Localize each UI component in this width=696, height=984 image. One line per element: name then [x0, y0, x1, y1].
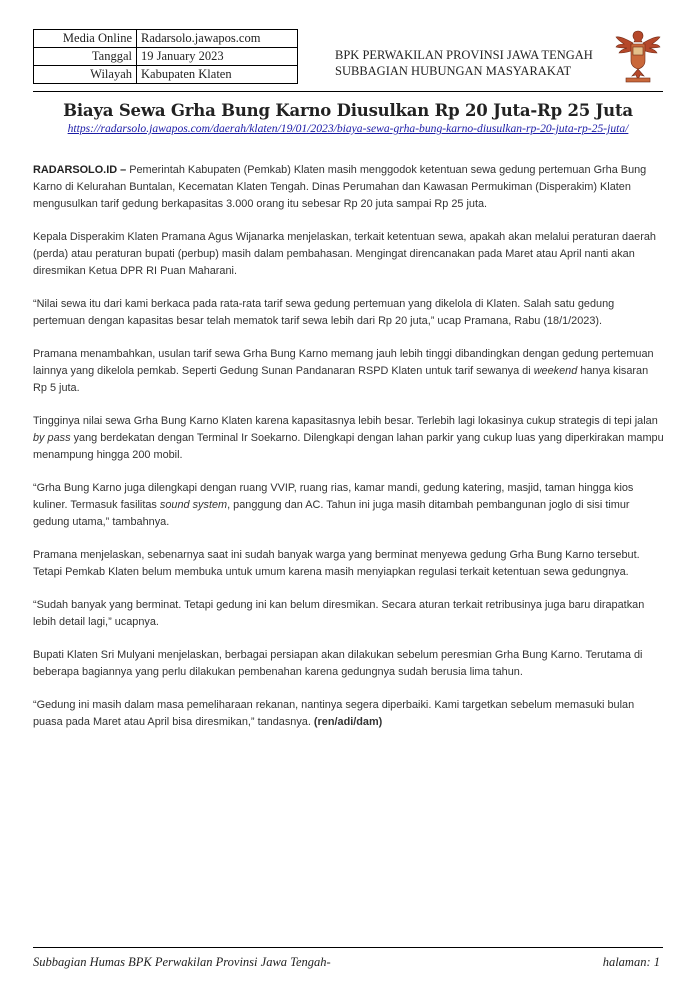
dateline: RADARSOLO.ID – [33, 164, 127, 176]
region-row [34, 66, 298, 84]
paragraph-1 [33, 162, 665, 213]
paragraph-2: Kepala Disperakim Klaten Pramana Agus Wijanarka menjelaskan, terkait ketentuan sewa, apakah akan melalui peraturan daerah (perda) atau peraturan bupati (perbup) masih dalam pembahasan. Mengingat direncanakan pada Maret atau April nanti akan diresmikan Ketua DPR RI Puan Maharani. [33, 231, 656, 277]
date-label: Tanggal [34, 48, 137, 66]
article-title: Biaya Sewa Grha Bung Karno Diusulkan Rp 20 Juta-Rp 25 Juta [63, 101, 633, 120]
garuda-emblem-icon [614, 27, 662, 85]
paragraph-1-text: Pemerintah Kabupaten (Pemkab) Klaten masih menggodok ketentuan sewa gedung pertemuan Grha Bung Karno di Kelurahan Buntalan, Kecematan Klaten Tengah. Dinas Perumahan dan Kawasan Permukiman (Disperakim) Klaten mengusulkan tarif gedung berkapasitas 3.000 orang itu sebesar Rp 20 juta sampai Rp 25 juta. [33, 164, 647, 210]
article-source-link[interactable]: https://radarsolo.jawapos.com/daerah/klaten/19/01/2023/biaya-sewa-grha-bung-karno-diusulkan-rp-20-juta-rp-25-juta/ [67, 122, 629, 135]
media-info-table [33, 29, 298, 84]
agency-name: BPK PERWAKILAN PROVINSI JAWA TENGAH [335, 48, 593, 62]
region-label: Wilayah [34, 66, 137, 84]
emphasis-weekend: weekend [533, 365, 578, 377]
region-value: Kabupaten Klaten [137, 66, 298, 84]
paragraph-4: Pramana menambahkan, usulan tarif sewa Grha Bung Karno memang jauh lebih tinggi dibandingkan dengan gedung pertemuan lainnya yang dikelola pemkab. Seperti Gedung Sunan Pandanaran RSPD Klaten untuk tarif sewanya di weekend hanya kisaran Rp 5 juta. [33, 348, 654, 394]
media-row [34, 30, 298, 48]
header-divider [33, 91, 663, 92]
paragraph-10: “Gedung ini masih dalam masa pemeliharaan rekanan, nantinya segera diperbaiki. Kami targetkan sebelum memasuki bulan puasa pada Maret atau April bisa diresmikan,” tandasnya. (ren/adi/dam) [33, 699, 635, 728]
date-value: 19 January 2023 [137, 48, 298, 66]
footer-divider [33, 947, 663, 948]
author-tag: (ren/adi/dam) [313, 716, 383, 728]
media-value: Radarsolo.jawapos.com [137, 30, 298, 48]
footer-source: Subbagian Humas BPK Perwakilan Provinsi Jawa Tengah- [33, 955, 331, 969]
article-body [33, 162, 665, 747]
paragraph-7: Pramana menjelaskan, sebenarnya saat ini sudah banyak warga yang berminat menyewa gedung Grha Bung Karno tersebut. Tetapi Pemkab Klaten belum membuka untuk umum karena masih menyiapkan regulasi terkait ketentuan sewa gedungnya. [33, 549, 640, 578]
agency-header [335, 47, 593, 79]
date-row [34, 48, 298, 66]
emphasis-by-pass: by pass [33, 432, 71, 444]
paragraph-6: “Grha Bung Karno juga dilengkapi dengan ruang VVIP, ruang rias, kamar mandi, gedung katering, masjid, taman hingga kios kuliner. Termasuk fasilitas sound system, panggung dan AC. Tahun ini juga masih ditambah pembangunan joglo di sisi timur gedung utama,” tambahnya. [33, 482, 634, 528]
emphasis-sound-system: sound system [159, 499, 228, 511]
paragraph-3: “Nilai sewa itu dari kami berkaca pada rata-rata tarif sewa gedung pertemuan yang dikelola di Klaten. Salah satu gedung pertemuan dengan kapasitas besar telah mematok tarif sewa lebih dari Rp 20 juta,” ucap Pramana, Rabu (18/1/2023). [33, 298, 615, 327]
agency-division: SUBBAGIAN HUBUNGAN MASYARAKAT [335, 64, 572, 78]
paragraph-8: “Sudah banyak yang berminat. Tetapi gedung ini kan belum diresmikan. Secara aturan terkait retribusinya juga baru dirapatkan lebih detail lagi,” ucapnya. [33, 599, 645, 628]
media-label: Media Online [34, 30, 137, 48]
paragraph-5: Tingginya nilai sewa Grha Bung Karno Klaten karena kapasitasnya lebih besar. Terlebih lagi lokasinya cukup strategis di tepi jalan by pass yang berdekatan dengan Terminal Ir Soekarno. Dilengkapi dengan lahan parkir yang cukup luas yang diperkirakan mampu menampung hingga 200 mobil. [33, 415, 664, 461]
paragraph-9: Bupati Klaten Sri Mulyani menjelaskan, berbagai persiapan akan dilakukan sebelum peresmian Grha Bung Karno. Terutama di beberapa bagiannya yang perlu dilakukan pembenahan karena gedungnya sudah berusia lima tahun. [33, 649, 643, 678]
page-number: halaman: 1 [602, 955, 660, 969]
